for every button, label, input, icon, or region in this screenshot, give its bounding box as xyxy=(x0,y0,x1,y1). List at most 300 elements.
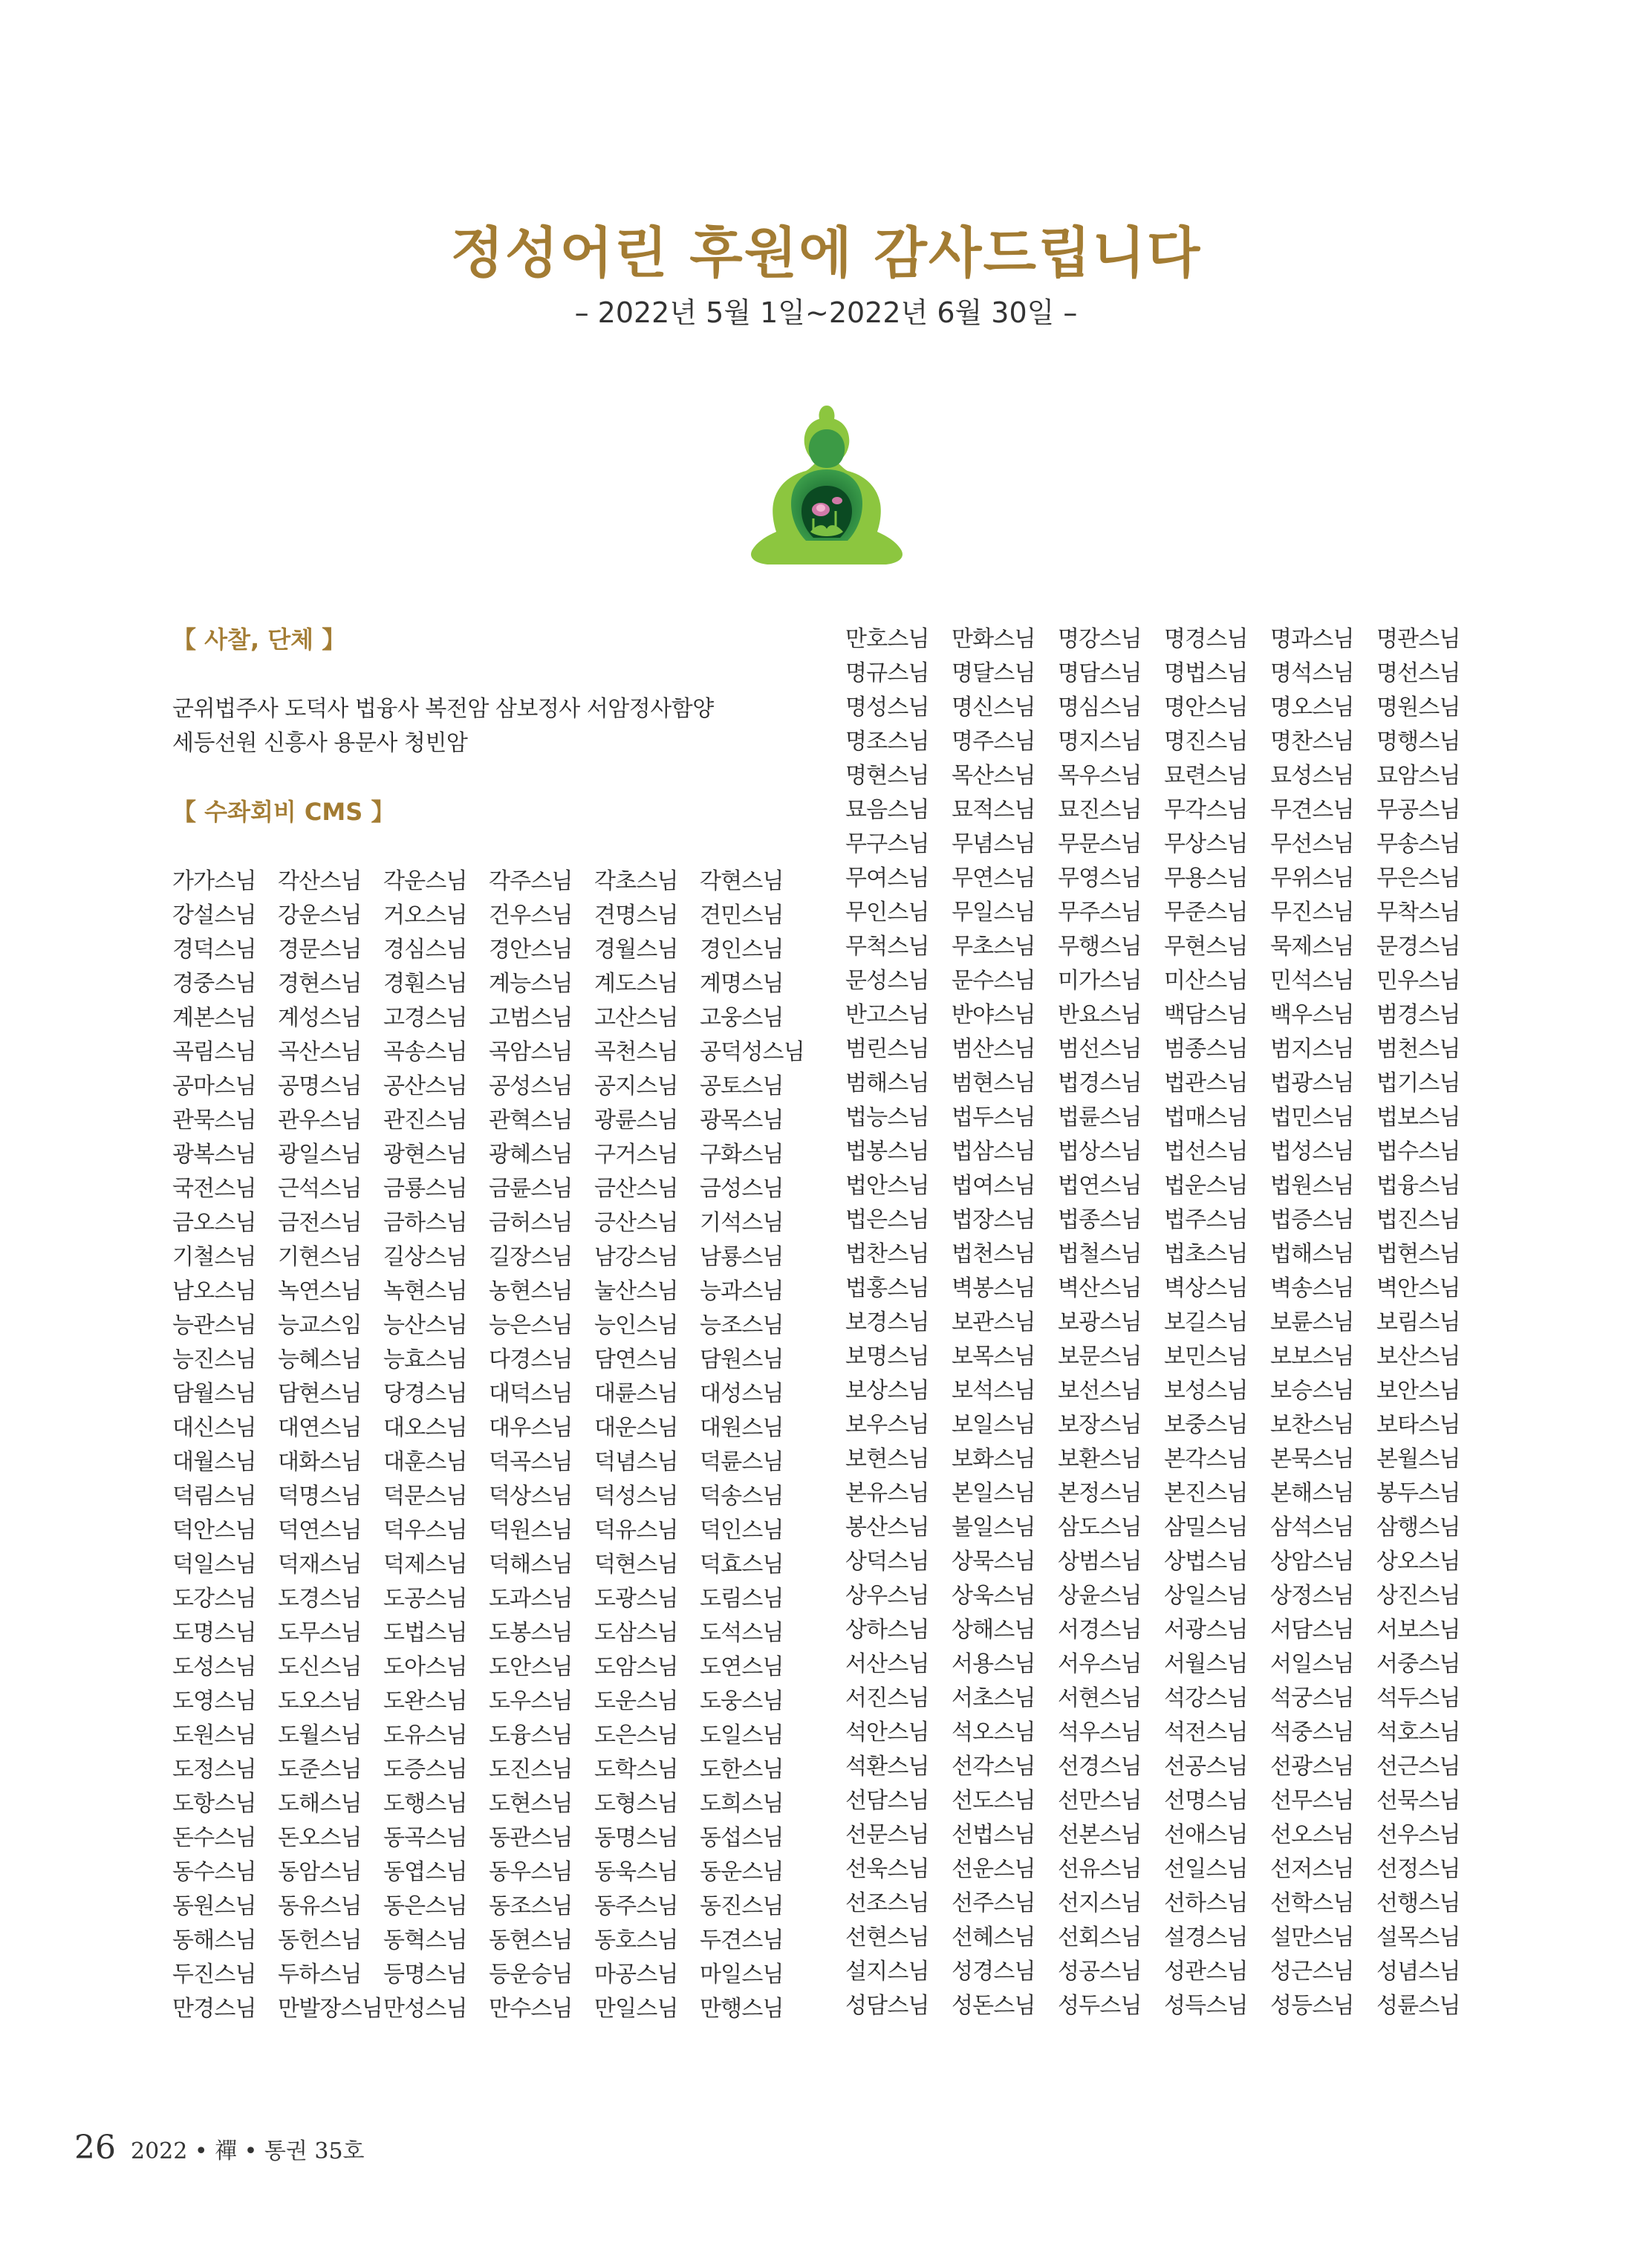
donor-name: 명현스님 xyxy=(845,763,929,789)
list-row xyxy=(172,1650,811,1685)
donor-name: 선만스님 xyxy=(1058,1788,1142,1814)
donor-name: 백담스님 xyxy=(1164,1002,1248,1028)
donor-name: 보안스님 xyxy=(1376,1378,1460,1404)
donor-name: 능인스님 xyxy=(594,1312,678,1338)
donor-name: 미산스님 xyxy=(1164,968,1248,994)
donor-name: 두견스님 xyxy=(700,1927,784,1953)
list-row xyxy=(172,1719,811,1753)
donor-name: 선명스님 xyxy=(1164,1788,1248,1814)
donor-name: 명심스님 xyxy=(1058,694,1142,720)
list-row xyxy=(845,1613,1492,1647)
donor-name: 기철스님 xyxy=(172,1244,256,1270)
donor-name: 서중스님 xyxy=(1376,1651,1460,1677)
donor-name: 곡천스님 xyxy=(594,1039,678,1065)
list-row xyxy=(172,1787,811,1821)
donor-name: 무연스님 xyxy=(952,865,1035,891)
donor-name: 동해스님 xyxy=(172,1927,256,1953)
donor-name: 명달스님 xyxy=(952,660,1035,686)
donor-name: 대우스님 xyxy=(489,1415,573,1441)
donor-name: 도석스님 xyxy=(700,1620,784,1646)
donor-name: 무위스님 xyxy=(1270,865,1354,891)
donor-name: 선조스님 xyxy=(845,1890,929,1916)
donor-name: 덕우스님 xyxy=(383,1517,467,1543)
donor-name: 상윤스님 xyxy=(1058,1583,1142,1609)
donor-name: 명원스님 xyxy=(1376,694,1460,720)
donor-name: 석오스님 xyxy=(952,1719,1035,1745)
donor-name: 관혁스님 xyxy=(489,1107,573,1133)
donor-name: 무현스님 xyxy=(1164,934,1248,960)
donor-name: 경문스님 xyxy=(278,937,362,963)
donor-name: 선지스님 xyxy=(1058,1890,1142,1916)
donor-name: 본해스님 xyxy=(1270,1480,1354,1506)
donor-name: 법능스님 xyxy=(845,1104,929,1130)
donor-name: 석강스님 xyxy=(1164,1685,1248,1711)
donor-name: 능교스임 xyxy=(278,1312,362,1338)
donor-name: 선오스님 xyxy=(1270,1822,1354,1848)
donor-name: 무주스님 xyxy=(1058,899,1142,925)
donor-name: 상욱스님 xyxy=(952,1583,1035,1609)
donor-name: 서산스님 xyxy=(845,1651,929,1677)
donor-name: 성등스님 xyxy=(1270,1993,1354,2019)
donor-name: 삼행스님 xyxy=(1376,1514,1460,1540)
donor-name: 명행스님 xyxy=(1376,729,1460,755)
donor-name: 벽송스님 xyxy=(1270,1275,1354,1301)
donor-name: 국전스님 xyxy=(172,1176,256,1202)
donor-name: 녹현스님 xyxy=(383,1278,467,1304)
donor-name: 금륜스님 xyxy=(489,1176,573,1202)
donor-name: 선일스님 xyxy=(1164,1856,1248,1882)
donor-name: 도암스님 xyxy=(594,1654,678,1680)
list-row xyxy=(172,1309,811,1343)
page-number: 26 xyxy=(74,2129,116,2167)
donor-name: 성두스님 xyxy=(1058,1993,1142,2019)
donor-name: 서우스님 xyxy=(1058,1651,1142,1677)
donor-name: 공산스님 xyxy=(383,1073,467,1099)
donor-name: 법여스님 xyxy=(952,1173,1035,1199)
donor-name: 성돈스님 xyxy=(952,1993,1035,2019)
donor-name: 두진스님 xyxy=(172,1962,256,1988)
donor-name: 선묵스님 xyxy=(1376,1788,1460,1814)
donor-name: 담월스님 xyxy=(172,1381,256,1407)
donor-name: 선공스님 xyxy=(1164,1754,1248,1780)
donor-name: 무행스님 xyxy=(1058,934,1142,960)
donor-name: 선회스님 xyxy=(1058,1924,1142,1950)
list-row xyxy=(172,1138,811,1172)
donor-name: 보관스님 xyxy=(952,1309,1035,1335)
donor-name: 도월스님 xyxy=(278,1722,362,1748)
donor-name: 각현스님 xyxy=(700,868,784,894)
donor-name: 보우스님 xyxy=(845,1412,929,1438)
donor-name: 무용스님 xyxy=(1164,865,1248,891)
donor-name: 보현스님 xyxy=(845,1446,929,1472)
donor-name: 본일스님 xyxy=(952,1480,1035,1506)
donor-name: 담현스님 xyxy=(278,1381,362,1407)
donor-name: 상오스님 xyxy=(1376,1549,1460,1575)
donor-name: 계본스님 xyxy=(172,1005,256,1031)
donor-name: 벽상스님 xyxy=(1164,1275,1248,1301)
donor-name: 도학스님 xyxy=(594,1757,678,1783)
donor-name: 경인스님 xyxy=(700,937,784,963)
donor-name: 계성스님 xyxy=(278,1005,362,1031)
donor-name: 도오스님 xyxy=(278,1688,362,1714)
donor-name: 근석스님 xyxy=(278,1176,362,1202)
list-row xyxy=(845,793,1492,827)
donor-name: 선저스님 xyxy=(1270,1856,1354,1882)
donor-name: 본유스님 xyxy=(845,1480,929,1506)
donor-name: 경덕스님 xyxy=(172,937,256,963)
donor-name: 대륜스님 xyxy=(594,1381,678,1407)
donor-name: 동혁스님 xyxy=(383,1927,467,1953)
donor-name: 보상스님 xyxy=(845,1378,929,1404)
donor-name: 도법스님 xyxy=(383,1620,467,1646)
donor-name: 법융스님 xyxy=(1376,1173,1460,1199)
donor-name: 민석스님 xyxy=(1270,968,1354,994)
list-row xyxy=(172,1855,811,1890)
right-column xyxy=(845,622,1492,2023)
donor-name: 삼밀스님 xyxy=(1164,1514,1248,1540)
donor-name: 목산스님 xyxy=(952,763,1035,789)
date-range: – 2022년 5월 1일~2022년 6월 30일 – xyxy=(574,296,1078,329)
donor-name: 문수스님 xyxy=(952,968,1035,994)
donor-name: 무공스님 xyxy=(1376,797,1460,823)
donor-name: 계명스님 xyxy=(700,971,784,997)
donor-name: 묵제스님 xyxy=(1270,934,1354,960)
donor-name: 묘진스님 xyxy=(1058,797,1142,823)
donor-name: 보환스님 xyxy=(1058,1446,1142,1472)
donor-name: 법삼스님 xyxy=(952,1139,1035,1165)
donor-name: 덕상스님 xyxy=(489,1483,573,1509)
donor-name: 관진스님 xyxy=(383,1107,467,1133)
donor-name: 동헌스님 xyxy=(278,1927,362,1953)
donor-name: 석호스님 xyxy=(1376,1719,1460,1745)
donor-name: 공마스님 xyxy=(172,1073,256,1099)
donor-name: 보민스님 xyxy=(1164,1344,1248,1370)
donor-name: 기석스님 xyxy=(700,1210,784,1236)
donor-name: 상암스님 xyxy=(1270,1549,1354,1575)
donor-name: 강설스님 xyxy=(172,902,256,928)
list-row xyxy=(845,657,1492,691)
donor-name: 무여스님 xyxy=(845,865,929,891)
donor-name: 각주스님 xyxy=(489,868,573,894)
donor-name: 금하스님 xyxy=(383,1210,467,1236)
list-row xyxy=(172,1445,811,1480)
list-row xyxy=(845,1272,1492,1306)
donor-name: 마일스님 xyxy=(700,1962,784,1988)
donor-name: 덕곡스님 xyxy=(489,1449,573,1475)
donor-name: 설만스님 xyxy=(1270,1924,1354,1950)
donor-name: 대훈스님 xyxy=(383,1449,467,1475)
donor-name: 상묵스님 xyxy=(952,1549,1035,1575)
donor-name: 만수스님 xyxy=(489,1996,573,2022)
donor-name: 덕일스님 xyxy=(172,1552,256,1578)
donor-name: 범종스님 xyxy=(1164,1036,1248,1062)
list-row xyxy=(845,1203,1492,1237)
donor-name: 선행스님 xyxy=(1376,1890,1460,1916)
list-row xyxy=(845,998,1492,1032)
donor-name: 법진스님 xyxy=(1376,1207,1460,1233)
donor-name: 덕유스님 xyxy=(594,1517,678,1543)
donor-name: 동은스님 xyxy=(383,1893,467,1919)
list-row xyxy=(172,1377,811,1411)
donor-name: 석두스님 xyxy=(1376,1685,1460,1711)
donor-name: 법연스님 xyxy=(1058,1173,1142,1199)
donor-name: 도일스님 xyxy=(700,1722,784,1748)
donor-name: 공성스님 xyxy=(489,1073,573,1099)
donor-name: 선애스님 xyxy=(1164,1822,1248,1848)
donor-name: 벽안스님 xyxy=(1376,1275,1460,1301)
donor-name: 도현스님 xyxy=(489,1791,573,1817)
donor-name: 보찬스님 xyxy=(1270,1412,1354,1438)
donor-name: 명과스님 xyxy=(1270,626,1354,652)
donor-name: 금허스님 xyxy=(489,1210,573,1236)
donor-name: 반요스님 xyxy=(1058,1002,1142,1028)
donor-name: 만화스님 xyxy=(952,626,1035,652)
list-row xyxy=(845,1477,1492,1511)
temple-line: 군위법주사 도덕사 법융사 복전암 삼보정사 서암정사함양 xyxy=(172,696,714,722)
donor-name: 건우스님 xyxy=(489,902,573,928)
donor-name: 능산스님 xyxy=(383,1312,467,1338)
donor-name: 도경스님 xyxy=(278,1586,362,1612)
donor-name: 보석스님 xyxy=(952,1378,1035,1404)
donor-name: 무준스님 xyxy=(1164,899,1248,925)
donor-name: 보산스님 xyxy=(1376,1344,1460,1370)
donor-name: 묘음스님 xyxy=(845,797,929,823)
donor-name: 동엽스님 xyxy=(383,1859,467,1885)
donor-name: 석중스님 xyxy=(1270,1719,1354,1745)
list-row xyxy=(845,1647,1492,1682)
donor-name: 상우스님 xyxy=(845,1583,929,1609)
donor-name: 범현스님 xyxy=(952,1070,1035,1096)
donor-name: 선근스님 xyxy=(1376,1754,1460,1780)
donor-name: 경안스님 xyxy=(489,937,573,963)
donor-name: 성관스님 xyxy=(1164,1959,1248,1985)
donor-name: 다경스님 xyxy=(489,1347,573,1373)
donor-name: 금성스님 xyxy=(700,1176,784,1202)
donor-name: 계능스님 xyxy=(489,971,573,997)
donor-name: 도웅스님 xyxy=(700,1688,784,1714)
list-row xyxy=(172,1753,811,1787)
list-row xyxy=(172,899,811,933)
donor-name: 법초스님 xyxy=(1164,1241,1248,1267)
donor-name: 녹연스님 xyxy=(278,1278,362,1304)
list-row xyxy=(845,1135,1492,1169)
left-column xyxy=(172,622,811,2026)
donor-name: 묘련스님 xyxy=(1164,763,1248,789)
donor-name: 설목스님 xyxy=(1376,1924,1460,1950)
donor-name: 도항스님 xyxy=(172,1791,256,1817)
list-row xyxy=(172,1616,811,1650)
list-row xyxy=(845,691,1492,725)
donor-name: 선담스님 xyxy=(845,1788,929,1814)
list-row xyxy=(172,1958,811,1992)
donor-name: 공명스님 xyxy=(278,1073,362,1099)
donor-name: 덕재스님 xyxy=(278,1552,362,1578)
donor-name: 삼도스님 xyxy=(1058,1514,1142,1540)
donor-name: 덕성스님 xyxy=(594,1483,678,1509)
list-row xyxy=(172,1070,811,1104)
donor-name: 범선스님 xyxy=(1058,1036,1142,1062)
donor-name: 상덕스님 xyxy=(845,1549,929,1575)
donor-name: 곡송스님 xyxy=(383,1039,467,1065)
donor-name: 백우스님 xyxy=(1270,1002,1354,1028)
list-row xyxy=(845,896,1492,930)
donor-name: 경훤스님 xyxy=(383,971,467,997)
list-row xyxy=(172,1821,811,1855)
donor-name: 명신스님 xyxy=(952,694,1035,720)
donor-name: 능과스님 xyxy=(700,1278,784,1304)
donor-name: 대원스님 xyxy=(700,1415,784,1441)
donor-name: 법관스님 xyxy=(1164,1070,1248,1096)
donor-name: 대신스님 xyxy=(172,1415,256,1441)
donor-name: 선무스님 xyxy=(1270,1788,1354,1814)
donor-name: 법종스님 xyxy=(1058,1207,1142,1233)
donor-name: 보승스님 xyxy=(1270,1378,1354,1404)
donor-name: 법봉스님 xyxy=(845,1139,929,1165)
donor-name: 선광스님 xyxy=(1270,1754,1354,1780)
donor-name: 덕제스님 xyxy=(383,1552,467,1578)
donor-name: 계도스님 xyxy=(594,971,678,997)
donor-name: 덕명스님 xyxy=(278,1483,362,1509)
donor-name: 법해스님 xyxy=(1270,1241,1354,1267)
donor-name: 상진스님 xyxy=(1376,1583,1460,1609)
donor-name: 대월스님 xyxy=(172,1449,256,1475)
list-row xyxy=(172,1685,811,1719)
list-row xyxy=(172,1480,811,1514)
donor-name: 능진스님 xyxy=(172,1347,256,1373)
list-row xyxy=(845,1545,1492,1579)
list-row xyxy=(845,1579,1492,1613)
donor-name: 견민스님 xyxy=(700,902,784,928)
donor-name: 동수스님 xyxy=(172,1859,256,1885)
donor-name: 도증스님 xyxy=(383,1757,467,1783)
donor-name: 남오스님 xyxy=(172,1278,256,1304)
donor-name: 석궁스님 xyxy=(1270,1685,1354,1711)
list-row xyxy=(845,1921,1492,1955)
donor-name: 도완스님 xyxy=(383,1688,467,1714)
donor-name: 광복스님 xyxy=(172,1142,256,1168)
donor-name: 덕림스님 xyxy=(172,1483,256,1509)
donor-name: 동암스님 xyxy=(278,1859,362,1885)
donor-name: 도준스님 xyxy=(278,1757,362,1783)
page-footer xyxy=(74,2129,365,2166)
donor-name: 금전스님 xyxy=(278,1210,362,1236)
donor-name: 법운스님 xyxy=(1164,1173,1248,1199)
donor-name: 무선스님 xyxy=(1270,831,1354,857)
list-row xyxy=(172,1240,811,1275)
donor-name: 보타스님 xyxy=(1376,1412,1460,1438)
list-row xyxy=(172,1035,811,1070)
donor-name: 동진스님 xyxy=(700,1893,784,1919)
donor-name: 명진스님 xyxy=(1164,729,1248,755)
donor-name: 당경스님 xyxy=(383,1381,467,1407)
donor-name: 대화스님 xyxy=(278,1449,362,1475)
list-row xyxy=(845,1101,1492,1135)
donor-name: 무일스님 xyxy=(952,899,1035,925)
list-row xyxy=(845,1032,1492,1067)
donor-name: 서광스님 xyxy=(1164,1617,1248,1643)
list-row xyxy=(845,1169,1492,1203)
donor-name: 만경스님 xyxy=(172,1996,256,2022)
donor-name: 농현스님 xyxy=(489,1278,573,1304)
donor-name: 동욱스님 xyxy=(594,1859,678,1885)
donor-name: 범천스님 xyxy=(1376,1036,1460,1062)
donor-name: 법륜스님 xyxy=(1058,1104,1142,1130)
donor-name: 명경스님 xyxy=(1164,626,1248,652)
list-row xyxy=(845,1818,1492,1852)
donor-name: 도봉스님 xyxy=(489,1620,573,1646)
donor-name: 동조스님 xyxy=(489,1893,573,1919)
donor-name: 동명스님 xyxy=(594,1825,678,1851)
donor-name: 묘적스님 xyxy=(952,797,1035,823)
donor-name: 대성스님 xyxy=(700,1381,784,1407)
donor-name: 보문스님 xyxy=(1058,1344,1142,1370)
donor-name: 석우스님 xyxy=(1058,1719,1142,1745)
donor-name: 동곡스님 xyxy=(383,1825,467,1851)
donor-name: 서담스님 xyxy=(1270,1617,1354,1643)
donor-name: 고범스님 xyxy=(489,1005,573,1031)
list-row xyxy=(172,1890,811,1924)
donor-name: 본월스님 xyxy=(1376,1446,1460,1472)
donor-name: 공토스님 xyxy=(700,1073,784,1099)
donor-name: 본정스님 xyxy=(1058,1480,1142,1506)
donor-name: 벽산스님 xyxy=(1058,1275,1142,1301)
list-row xyxy=(172,967,811,1001)
donor-name: 도무스님 xyxy=(278,1620,362,1646)
donor-name: 설경스님 xyxy=(1164,1924,1248,1950)
donor-name: 견명스님 xyxy=(594,902,678,928)
donor-name: 도신스님 xyxy=(278,1654,362,1680)
donor-name: 가가스님 xyxy=(172,868,256,894)
donor-name: 선우스님 xyxy=(1376,1822,1460,1848)
donor-name: 법주스님 xyxy=(1164,1207,1248,1233)
list-row xyxy=(172,1172,811,1206)
donor-name: 동호스님 xyxy=(594,1927,678,1953)
donor-name: 덕념스님 xyxy=(594,1449,678,1475)
donor-name: 보륜스님 xyxy=(1270,1309,1354,1335)
donor-name: 목우스님 xyxy=(1058,763,1142,789)
donor-name: 법철스님 xyxy=(1058,1241,1142,1267)
donor-name: 선욱스님 xyxy=(845,1856,929,1882)
donor-name: 상하스님 xyxy=(845,1617,929,1643)
donor-name: 도진스님 xyxy=(489,1757,573,1783)
donor-name: 봉산스님 xyxy=(845,1514,929,1540)
donor-name: 선각스님 xyxy=(952,1754,1035,1780)
donor-name: 무송스님 xyxy=(1376,831,1460,857)
donor-name: 보길스님 xyxy=(1164,1309,1248,1335)
donor-name: 선법스님 xyxy=(952,1822,1035,1848)
donor-name: 덕안스님 xyxy=(172,1517,256,1543)
donor-name: 대운스님 xyxy=(594,1415,678,1441)
donor-name: 보화스님 xyxy=(952,1446,1035,1472)
list-row xyxy=(172,1514,811,1548)
donor-name: 무초스님 xyxy=(952,934,1035,960)
donor-name: 성근스님 xyxy=(1270,1959,1354,1985)
donor-name: 광현스님 xyxy=(383,1142,467,1168)
donor-name: 덕해스님 xyxy=(489,1552,573,1578)
donor-name: 성득스님 xyxy=(1164,1993,1248,2019)
donor-name: 명조스님 xyxy=(845,729,929,755)
donor-name: 보광스님 xyxy=(1058,1309,1142,1335)
donor-name: 구거스님 xyxy=(594,1142,678,1168)
donor-name: 광목스님 xyxy=(700,1107,784,1133)
donor-name: 도광스님 xyxy=(594,1586,678,1612)
donor-name: 무영스님 xyxy=(1058,865,1142,891)
list-row xyxy=(172,1411,811,1445)
donor-name: 광륜스님 xyxy=(594,1107,678,1133)
donor-name: 길장스님 xyxy=(489,1244,573,1270)
donor-name: 법찬스님 xyxy=(845,1241,929,1267)
donor-name: 불일스님 xyxy=(952,1514,1035,1540)
